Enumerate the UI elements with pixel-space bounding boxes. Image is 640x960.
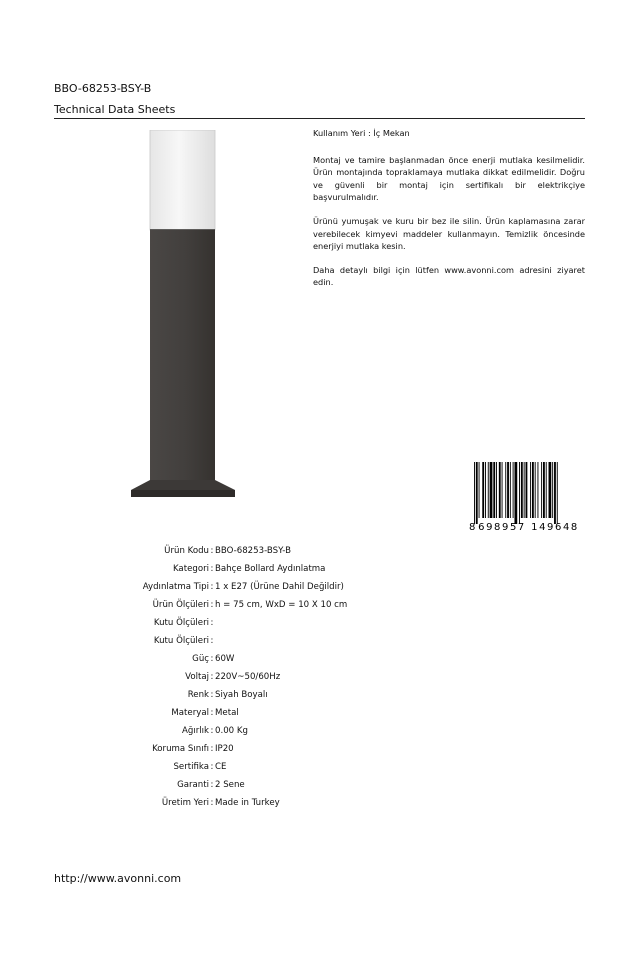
installation-warning: Montaj ve tamire başlanmadan önce enerji mutlaka kesilmelidir. Ürün montajında topraklamaya mutlaka dikkat edilmelidir. Doğru ve güvenli bir montaj için sertifikalı bir elektrikçiye başvurulmalıdır.	[313, 154, 585, 203]
barcode-bar	[510, 462, 511, 518]
barcode-bar	[513, 462, 514, 518]
barcode-bar	[541, 462, 542, 518]
spec-label: Sertifika	[173, 762, 209, 772]
spec-label: Ağırlık	[181, 726, 209, 736]
spec-row	[54, 599, 454, 617]
barcode-bar	[505, 462, 506, 518]
spec-row	[54, 581, 454, 599]
spec-separator: :	[210, 564, 214, 574]
lamp-diffuser	[150, 130, 215, 230]
barcode-bar	[519, 462, 520, 524]
spec-row	[54, 725, 454, 743]
spec-row	[54, 653, 454, 671]
spec-value: Made in Turkey	[215, 798, 280, 808]
header-divider	[54, 118, 585, 119]
barcode-bar	[552, 462, 553, 518]
spec-separator: :	[210, 726, 214, 736]
specifications-table	[54, 545, 454, 815]
spec-value: 220V~50/60Hz	[215, 672, 281, 682]
barcode-bar	[521, 462, 523, 518]
barcode-digits: 698957	[478, 522, 526, 532]
spec-separator: :	[210, 690, 214, 700]
barcode-bar	[537, 462, 538, 518]
barcode-bar	[535, 462, 536, 518]
barcode-bar	[514, 462, 517, 524]
document-subtitle: Technical Data Sheets	[54, 103, 176, 116]
spec-value	[215, 617, 454, 635]
barcode-bar	[490, 462, 493, 518]
spec-row	[54, 743, 454, 761]
barcode-bar	[499, 462, 501, 518]
spec-row	[54, 635, 454, 653]
spec-label: Koruma Sınıfı	[152, 744, 209, 754]
spec-value: Metal	[215, 708, 239, 718]
barcode-bar	[502, 462, 503, 518]
barcode-bar	[532, 462, 534, 518]
spec-row	[54, 797, 454, 815]
spec-value: Siyah Boyalı	[215, 690, 268, 700]
spec-separator: :	[210, 618, 214, 628]
spec-value	[215, 635, 454, 653]
barcode-bar	[549, 462, 552, 518]
spec-label: Kutu Ölçüleri	[153, 636, 209, 646]
spec-label: Ürün Ölçüleri	[152, 600, 209, 610]
spec-row	[54, 689, 454, 707]
spec-separator: :	[210, 798, 214, 808]
product-code-title: BBO-68253-BSY-B	[54, 82, 152, 95]
spec-label: Kutu Ölçüleri	[153, 618, 209, 628]
spec-label: Voltaj	[185, 672, 209, 682]
barcode-bar	[488, 462, 489, 518]
spec-separator: :	[210, 582, 214, 592]
cleaning-instructions: Ürünü yumuşak ve kuru bir bez ile silin. Ürün kaplamasına zarar verebilecek kimyevi maddeler kullanmayın. Temizlik öncesinde enerjiyi mutlaka kesin.	[313, 215, 585, 252]
bollard-lamp-image	[131, 130, 235, 500]
spec-value: BBO-68253-BSY-B	[215, 546, 291, 556]
spec-label: Renk	[187, 690, 209, 700]
barcode-bar	[476, 462, 478, 524]
barcode-bar	[493, 462, 495, 518]
barcode-bar	[485, 462, 486, 518]
barcode-bar	[474, 462, 475, 524]
spec-label: Güç	[192, 654, 209, 664]
barcode-digits: 149648	[531, 522, 579, 532]
spec-row	[54, 563, 454, 581]
spec-label: Kategori	[172, 564, 209, 574]
spec-value: Bahçe Bollard Aydınlatma	[215, 564, 326, 574]
spec-label: Garanti	[177, 780, 209, 790]
spec-separator: :	[210, 708, 214, 718]
spec-label: Aydınlatma Tipi	[142, 582, 209, 592]
spec-row	[54, 707, 454, 725]
barcode-bar	[546, 462, 547, 518]
barcode-bar	[496, 462, 497, 518]
spec-value: 60W	[215, 654, 235, 664]
spec-value: h = 75 cm, WxD = 10 X 10 cm	[215, 600, 348, 610]
spec-label: Üretim Yeri	[161, 798, 209, 808]
barcode-bar	[526, 462, 528, 518]
barcode-bar	[479, 462, 480, 518]
barcode-bar	[557, 462, 558, 524]
usage-location: Kullanım Yeri : İç Mekan	[313, 128, 410, 138]
barcode-bar	[482, 462, 484, 518]
spec-row	[54, 761, 454, 779]
website-url: http://www.avonni.com	[54, 872, 182, 885]
spec-separator: :	[210, 636, 214, 646]
spec-separator: :	[210, 780, 214, 790]
spec-label: Ürün Kodu	[164, 546, 209, 556]
lamp-post-body	[150, 230, 215, 482]
spec-row	[54, 779, 454, 797]
spec-label: Materyal	[171, 708, 209, 718]
spec-separator: :	[210, 744, 214, 754]
barcode-bar	[554, 462, 556, 524]
barcode-bar	[524, 462, 525, 518]
spec-separator: :	[210, 600, 214, 610]
spec-separator: :	[210, 654, 214, 664]
spec-separator: :	[210, 762, 214, 772]
barcode-digits: 8	[469, 522, 477, 532]
more-info-note: Daha detaylı bilgi için lütfen www.avonni.com adresini ziyaret edin.	[313, 264, 585, 288]
spec-separator: :	[210, 546, 214, 556]
spec-row	[54, 545, 454, 563]
spec-value: IP20	[215, 744, 234, 754]
spec-value: 1 x E27 (Ürüne Dahil Değildir)	[215, 582, 344, 592]
product-info-block	[313, 127, 585, 300]
barcode-bar	[530, 462, 531, 518]
spec-value: 0.00 Kg	[215, 726, 248, 736]
barcode-bar	[507, 462, 509, 518]
lamp-base-plate	[131, 480, 235, 490]
barcode-bar	[543, 462, 545, 518]
spec-separator: :	[210, 672, 214, 682]
spec-row	[54, 671, 454, 689]
barcode-image	[468, 462, 584, 532]
spec-row	[54, 617, 454, 635]
spec-value: CE	[215, 762, 227, 772]
spec-value: 2 Sene	[215, 780, 245, 790]
